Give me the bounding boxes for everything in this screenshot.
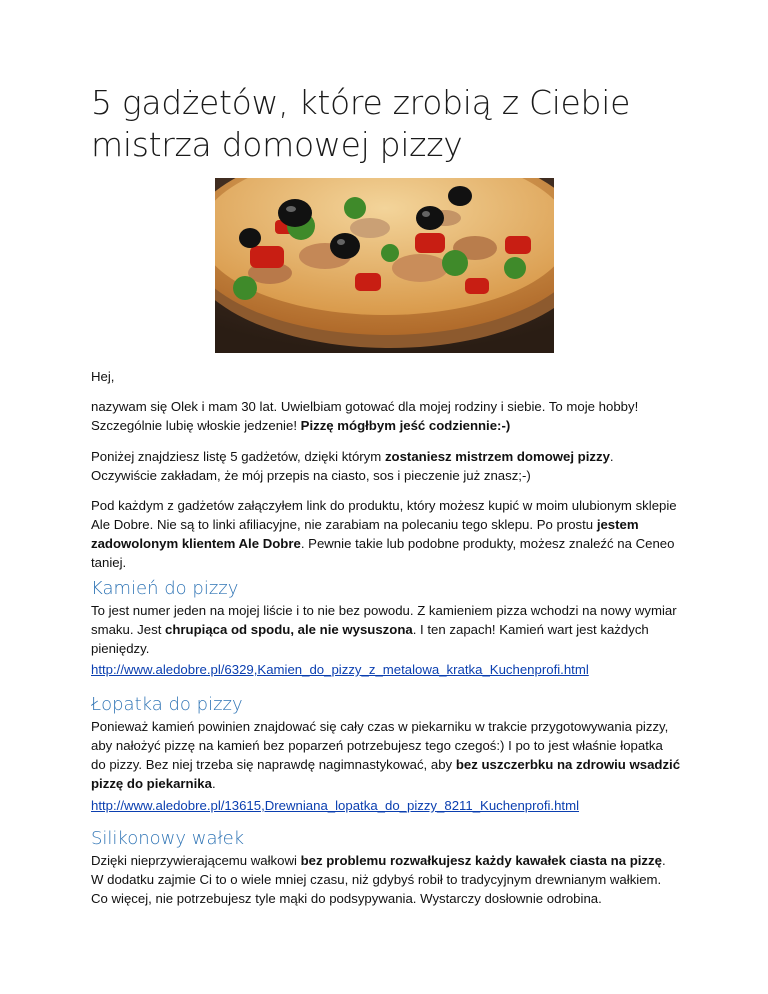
- section-text-pizza-peel: Ponieważ kamień powinien znajdować się cały czas w piekarniku w trakcie przygotowywania pizzy, aby nałożyć pizzę na kamień bez poparzeń potrzebujesz tego czegoś:) I po to jest właśnie łopatka do pizzy. Bez niej trzeba się naprawdę nagimnastykować, aby bez uszczerbku na zdrowiu wsadzić pizzę do piekarnika.: [91, 719, 681, 791]
- pizza-stone-link[interactable]: http://www.aledobre.pl/6329,Kamien_do_pizzy_z_metalowa_kratka_Kuchenprofi.html: [91, 662, 589, 677]
- section-text-pizza-stone: To jest numer jeden na mojej liście i to nie bez powodu. Z kamieniem pizza wchodzi na nowy wymiar smaku. Jest chrupiąca od spodu, ale nie wysuszona. I ten zapach! Kamień wart jest każdych pieniędzy.: [91, 603, 677, 656]
- page-title: 5 gadżetów, które zrobią z Ciebie mistrza domowej pizzy: [91, 83, 631, 164]
- section-heading-pizza-stone: Kamień do pizzy: [91, 578, 239, 599]
- section-text-rolling-pin: Dzięki nieprzywierającemu wałkowi bez problemu rozwałkujesz każdy kawałek ciasta na pizzę. W dodatku zajmie Ci to o wiele mniej czasu, niż gdybyś robił to tradycyjnym drewnianym wałkiem. Co więcej, nie potrzebujesz tyle mąki do podsypywania. Wystarczy dosłownie odrobina.: [91, 853, 666, 906]
- affiliate-note-paragraph: Pod każdym z gadżetów załączyłem link do produktu, który możesz kupić w moim ulubionym sklepie Ale Dobre. Nie są to linki afiliacyjne, nie zarabiam na polecaniu tego sklepu. Po prostu jestem zadowolonym klientem Ale Dobre. Pewnie takie lub podobne produkty, możesz znaleźć na Ceneo taniej.: [91, 498, 677, 570]
- section-heading-pizza-peel: Łopatka do pizzy: [91, 694, 243, 715]
- intro-paragraph: nazywam się Olek i mam 30 lat. Uwielbiam gotować dla mojej rodziny i siebie. To moje hobby! Szczególnie lubię włoskie jedzenie! Pizzę mógłbym jeść codziennie:-): [91, 399, 639, 433]
- pizza-peel-link[interactable]: http://www.aledobre.pl/13615,Drewniana_lopatka_do_pizzy_8211_Kuchenprofi.html: [91, 798, 580, 813]
- section-heading-rolling-pin: Silikonowy wałek: [91, 828, 245, 849]
- pizza-image: [215, 178, 554, 353]
- list-intro-paragraph: Poniżej znajdziesz listę 5 gadżetów, dzięki którym zostaniesz mistrzem domowej pizzy. Oczywiście zakładam, że mój przepis na ciasto, sos i pieczenie już znasz;-): [91, 449, 614, 483]
- greeting: Hej,: [91, 369, 115, 384]
